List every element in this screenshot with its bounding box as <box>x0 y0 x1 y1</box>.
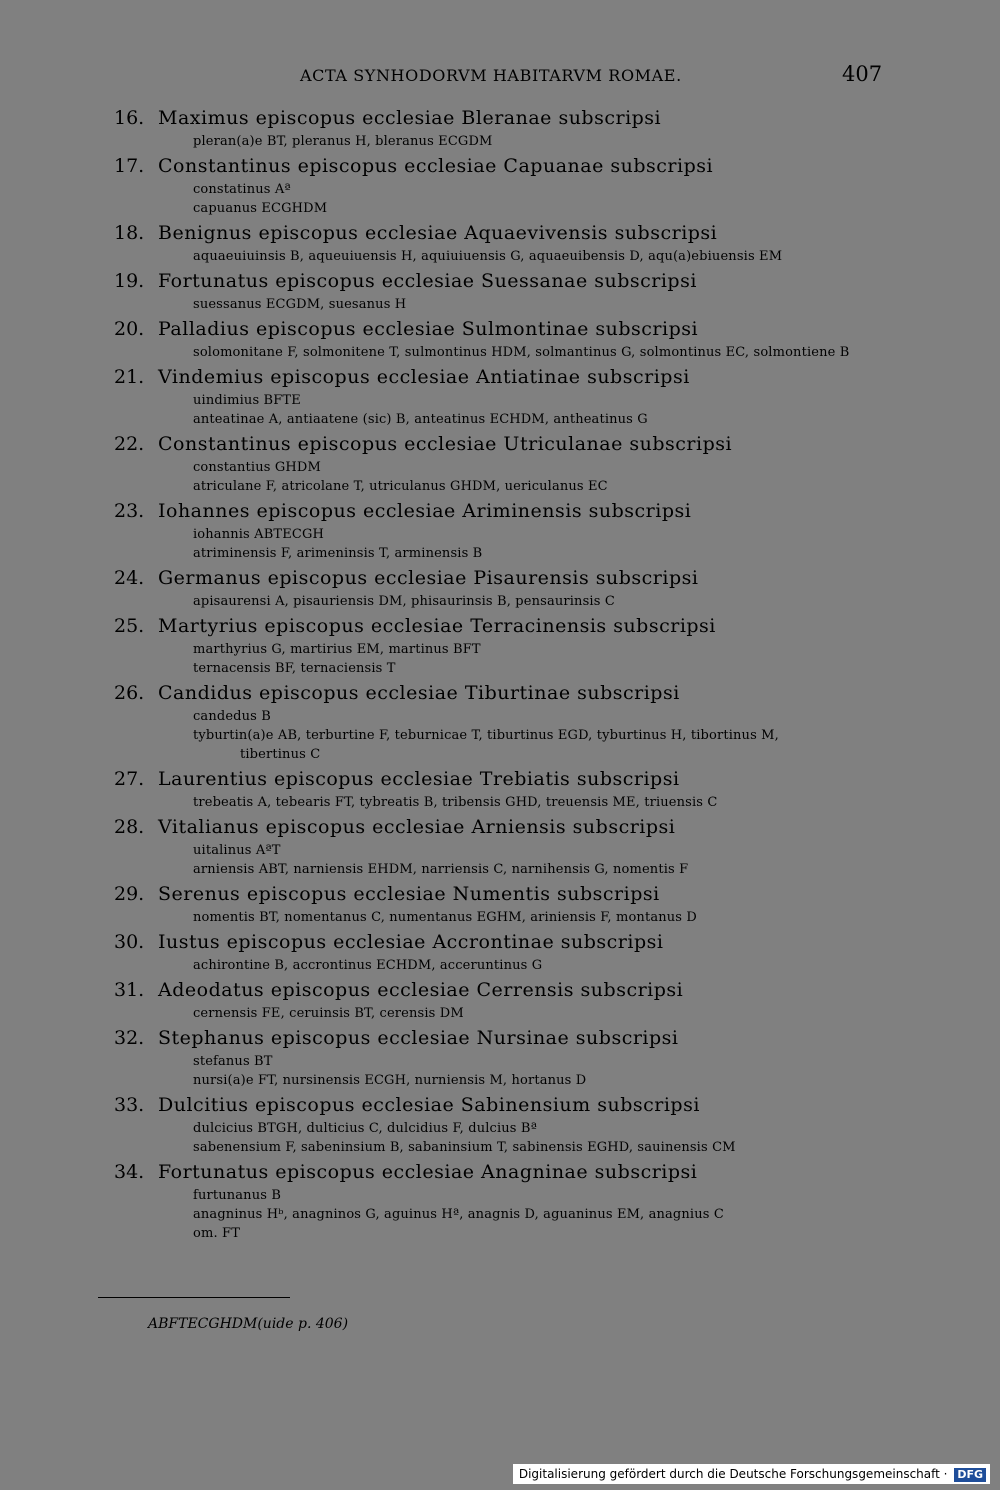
variant-readings: arniensis ABT, narniensis EHDM, narriensis C, narnihensis G, nomentis F <box>193 862 689 877</box>
entry-text: Vitalianus episcopus ecclesiae Arniensis subscripsi <box>158 816 676 838</box>
subscription-entry <box>0 107 1000 151</box>
entry-number: 19. <box>114 270 145 292</box>
variant-readings: trebeatis A, tebearis FT, tybreatis B, tribensis GHD, treuensis ME, triuensis C <box>193 795 718 810</box>
subscription-entry <box>0 1161 1000 1243</box>
entry-number: 30. <box>114 931 145 953</box>
entry-number: 21. <box>114 366 145 388</box>
entry-text: Maximus episcopus ecclesiae Bleranae subscripsi <box>158 107 662 129</box>
credit-text: Digitalisierung gefördert durch die Deutsche Forschungsgemeinschaft · <box>518 1467 948 1481</box>
variant-readings: nomentis BT, nomentanus C, numentanus EGHM, ariniensis F, montanus D <box>193 910 697 925</box>
variant-readings: uindimius BFTE <box>193 393 301 408</box>
subscription-entry <box>0 979 1000 1023</box>
entry-number: 22. <box>114 433 145 455</box>
entry-text: Stephanus episcopus ecclesiae Nursinae subscripsi <box>158 1027 679 1049</box>
entry-text: Serenus episcopus ecclesiae Numentis subscripsi <box>158 883 660 905</box>
subscription-entry <box>0 433 1000 496</box>
variant-readings: stefanus BT <box>193 1054 273 1069</box>
variant-readings: solomonitane F, solmonitene T, sulmontinus HDM, solmantinus G, solmontinus EC, solmontiene B <box>193 345 850 360</box>
subscription-entry <box>0 222 1000 266</box>
entry-heading <box>0 931 1000 956</box>
entry-text: Iohannes episcopus ecclesiae Ariminensis subscripsi <box>158 500 692 522</box>
entry-text: Fortunatus episcopus ecclesiae Suessanae subscripsi <box>158 270 697 292</box>
entry-heading <box>0 500 1000 525</box>
subscription-entry <box>0 883 1000 927</box>
entry-number: 23. <box>114 500 145 522</box>
entry-text: Vindemius episcopus ecclesiae Antiatinae subscripsi <box>158 366 690 388</box>
subscription-entry <box>0 615 1000 678</box>
entry-heading <box>0 1161 1000 1186</box>
entry-number: 17. <box>114 155 145 177</box>
funding-credit <box>513 1464 990 1484</box>
entry-number: 29. <box>114 883 145 905</box>
variant-readings: iohannis ABTECGH <box>193 527 324 542</box>
entry-number: 18. <box>114 222 145 244</box>
variant-readings: candedus B <box>193 709 271 724</box>
dfg-logo: DFG <box>954 1468 986 1482</box>
entry-text: Constantinus episcopus ecclesiae Utriculanae subscripsi <box>158 433 733 455</box>
variant-readings: marthyrius G, martirius EM, martinus BFT <box>193 642 481 657</box>
entry-heading <box>0 433 1000 458</box>
subscription-entry <box>0 682 1000 764</box>
variant-readings: cernensis FE, ceruinsis BT, cerensis DM <box>193 1006 464 1021</box>
variant-readings: atriminensis F, arimeninsis T, arminensis B <box>193 546 483 561</box>
entry-text: Laurentius episcopus ecclesiae Trebiatis subscripsi <box>158 768 680 790</box>
entry-heading <box>0 1094 1000 1119</box>
page-number: 407 <box>842 62 883 86</box>
variant-readings: anteatinae A, antiaatene (sic) B, anteatinus ECHDM, antheatinus G <box>193 412 648 427</box>
variant-readings: sabenensium F, sabeninsium B, sabaninsium T, sabinensis EGHD, sauinensis CM <box>193 1140 736 1155</box>
entry-text: Constantinus episcopus ecclesiae Capuanae subscripsi <box>158 155 714 177</box>
subscription-entry <box>0 500 1000 563</box>
entry-heading <box>0 155 1000 180</box>
entry-number: 28. <box>114 816 145 838</box>
subscription-list <box>0 107 1000 1247</box>
entry-heading <box>0 1027 1000 1052</box>
entry-heading <box>0 222 1000 247</box>
entry-text: Candidus episcopus ecclesiae Tiburtinae subscripsi <box>158 682 680 704</box>
entry-number: 20. <box>114 318 145 340</box>
footnote: ABFTECGHDM(uide p. 406) <box>148 1316 349 1332</box>
entry-heading <box>0 979 1000 1004</box>
variant-readings: constatinus Aª <box>193 182 291 197</box>
subscription-entry <box>0 1027 1000 1090</box>
variant-readings: constantius GHDM <box>193 460 321 475</box>
entry-heading <box>0 816 1000 841</box>
entry-number: 33. <box>114 1094 145 1116</box>
subscription-entry <box>0 1094 1000 1157</box>
variant-readings: uitalinus AªT <box>193 843 281 858</box>
variant-continuation: tibertinus C <box>240 747 321 762</box>
entry-heading <box>0 366 1000 391</box>
subscription-entry <box>0 366 1000 429</box>
entry-number: 26. <box>114 682 145 704</box>
entry-heading <box>0 883 1000 908</box>
subscription-entry <box>0 816 1000 879</box>
variant-readings: apisaurensi A, pisauriensis DM, phisaurinsis B, pensaurinsis C <box>193 594 615 609</box>
entry-text: Iustus episcopus ecclesiae Accrontinae subscripsi <box>158 931 664 953</box>
variant-readings: nursi(a)e FT, nursinensis ECGH, nurniensis M, hortanus D <box>193 1073 587 1088</box>
entry-number: 27. <box>114 768 145 790</box>
page-header <box>0 62 1000 90</box>
footnote-divider <box>98 1297 290 1298</box>
entry-text: Adeodatus episcopus ecclesiae Cerrensis subscripsi <box>158 979 684 1001</box>
variant-readings: tyburtin(a)e AB, terburtine F, teburnicae T, tiburtinus EGD, tyburtinus H, tibortinus M, <box>193 728 779 743</box>
entry-text: Dulcitius episcopus ecclesiae Sabinensium subscripsi <box>158 1094 700 1116</box>
subscription-entry <box>0 155 1000 218</box>
entry-number: 24. <box>114 567 145 589</box>
subscription-entry <box>0 318 1000 362</box>
entry-number: 16. <box>114 107 145 129</box>
entry-number: 25. <box>114 615 145 637</box>
entry-heading <box>0 107 1000 132</box>
entry-heading <box>0 567 1000 592</box>
subscription-entry <box>0 270 1000 314</box>
variant-readings: capuanus ECGHDM <box>193 201 328 216</box>
entry-number: 32. <box>114 1027 145 1049</box>
variant-readings: suessanus ECGDM, suesanus H <box>193 297 407 312</box>
variant-readings: furtunanus B <box>193 1188 282 1203</box>
entry-heading <box>0 318 1000 343</box>
entry-text: Benignus episcopus ecclesiae Aquaevivensis subscripsi <box>158 222 718 244</box>
entry-text: Fortunatus episcopus ecclesiae Anagninae subscripsi <box>158 1161 698 1183</box>
variant-readings: anagninus Hᵇ, anagninos G, aguinus Hª, anagnis D, aguaninus EM, anagnius C <box>193 1207 724 1222</box>
variant-readings: om. FT <box>193 1226 241 1241</box>
subscription-entry <box>0 768 1000 812</box>
variant-readings: pleran(a)e BT, pleranus H, bleranus ECGDM <box>193 134 493 149</box>
entry-heading <box>0 682 1000 707</box>
subscription-entry <box>0 931 1000 975</box>
variant-readings: aquaeuiuinsis B, aqueuiuensis H, aquiuiuensis G, aquaeuibensis D, aqu(a)ebiuensis EM <box>193 249 783 264</box>
entry-text: Martyrius episcopus ecclesiae Terracinensis subscripsi <box>158 615 716 637</box>
entry-text: Palladius episcopus ecclesiae Sulmontinae subscripsi <box>158 318 699 340</box>
entry-heading <box>0 615 1000 640</box>
variant-readings: ternacensis BF, ternaciensis T <box>193 661 396 676</box>
entry-text: Germanus episcopus ecclesiae Pisaurensis subscripsi <box>158 567 699 589</box>
subscription-entry <box>0 567 1000 611</box>
entry-number: 31. <box>114 979 145 1001</box>
entry-heading <box>0 270 1000 295</box>
entry-number: 34. <box>114 1161 145 1183</box>
variant-readings: atriculane F, atricolane T, utriculanus GHDM, uericulanus EC <box>193 479 608 494</box>
running-head: ACTA SYNHODORVM HABITARVM ROMAE. <box>300 66 682 85</box>
variant-readings: dulcicius BTGH, dulticius C, dulcidius F, dulcius Bª <box>193 1121 537 1136</box>
variant-readings: achirontine B, accrontinus ECHDM, acceruntinus G <box>193 958 543 973</box>
entry-heading <box>0 768 1000 793</box>
